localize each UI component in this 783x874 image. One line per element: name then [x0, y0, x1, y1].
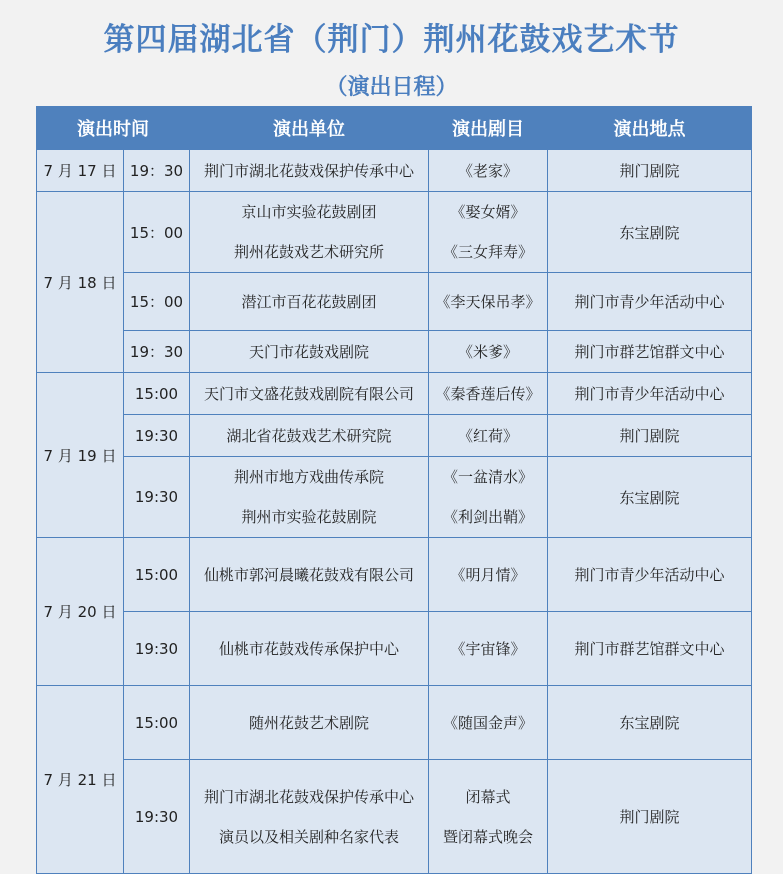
play-cell: [429, 192, 548, 273]
play-cell-line: 《利剑出鞘》: [442, 508, 533, 526]
schedule-table: [36, 106, 752, 874]
unit-cell: [190, 150, 429, 192]
unit-cell-line: 仙桃市花鼓戏传承保护中心: [218, 640, 399, 658]
unit-cell: [190, 331, 429, 373]
time-cell: [124, 760, 190, 874]
schedule-row: [37, 538, 752, 612]
time-cell-line: 19：30: [129, 343, 184, 361]
date-cell: 7 月 20 日: [37, 538, 124, 686]
play-cell-line: 《秦香莲后传》: [435, 385, 541, 403]
unit-cell-line: 演员以及相关剧种名家代表: [218, 827, 399, 846]
page-subtitle: （演出日程）: [325, 75, 458, 100]
time-cell-line: 15:00: [134, 384, 179, 403]
venue-cell: [548, 373, 752, 415]
time-cell: [124, 686, 190, 760]
time-cell: [124, 415, 190, 457]
unit-cell-line: 荆门市湖北花鼓戏保护传承中心: [203, 787, 414, 806]
venue-cell-line: 荆门剧院: [619, 808, 680, 826]
unit-cell: [190, 538, 429, 612]
venue-cell: [548, 686, 752, 760]
page-title: 第四届湖北省（荆门）荆州花鼓戏艺术节: [103, 22, 680, 58]
play-cell: [429, 150, 548, 192]
play-cell: [429, 538, 548, 612]
unit-cell: [190, 415, 429, 457]
unit-cell-line: 湖北省花鼓戏艺术研究院: [226, 427, 392, 445]
header-play: 演出剧目: [429, 107, 548, 150]
play-cell-line: 《娶女婿》: [450, 203, 526, 221]
schedule-row: [37, 150, 752, 192]
unit-cell: [190, 192, 429, 273]
time-cell-line: 19:30: [134, 807, 179, 826]
unit-cell: [190, 686, 429, 760]
venue-cell-line: 东宝剧院: [619, 223, 680, 242]
schedule-row: [37, 273, 752, 331]
play-cell-line: 《老家》: [457, 162, 518, 180]
unit-cell: [190, 760, 429, 874]
venue-cell-line: 荆门市青少年活动中心: [574, 385, 725, 403]
unit-cell-line: 仙桃市郭河晨曦花鼓戏有限公司: [203, 566, 414, 584]
unit-cell-line: 荆门市湖北花鼓戏保护传承中心: [203, 162, 414, 180]
time-cell-line: 15：00: [129, 293, 184, 311]
time-cell-line: 15:00: [134, 713, 179, 732]
play-cell: [429, 457, 548, 538]
unit-cell-line: 荆州市实验花鼓剧院: [241, 508, 377, 526]
schedule-row: [37, 457, 752, 538]
header-time: 演出时间: [37, 107, 190, 150]
time-cell-line: 15:00: [134, 565, 179, 584]
date-cell: 7 月 18 日: [37, 192, 124, 373]
play-cell: [429, 686, 548, 760]
header-venue: 演出地点: [548, 107, 752, 150]
venue-cell: [548, 192, 752, 273]
venue-cell: [548, 150, 752, 192]
unit-cell: [190, 612, 429, 686]
time-cell: [124, 273, 190, 331]
time-cell: [124, 373, 190, 415]
venue-cell-line: 荆门剧院: [619, 162, 680, 180]
time-cell: [124, 457, 190, 538]
unit-cell: [190, 373, 429, 415]
schedule-row: [37, 373, 752, 415]
venue-cell-line: 东宝剧院: [619, 714, 680, 732]
unit-cell-line: 潜江市百花花鼓剧团: [241, 293, 377, 311]
play-cell-line: 《三女拜寿》: [442, 243, 533, 261]
unit-cell-line: 天门市花鼓戏剧院: [248, 343, 369, 361]
play-cell-line: 《明月情》: [450, 566, 526, 584]
play-cell-line: 闭幕式: [465, 787, 511, 806]
venue-cell-line: 荆门市青少年活动中心: [574, 293, 725, 311]
unit-cell-line: 随州花鼓艺术剧院: [248, 714, 369, 732]
unit-cell-line: 荆州市地方戏曲传承院: [233, 468, 384, 486]
venue-cell: [548, 331, 752, 373]
schedule-row: [37, 192, 752, 273]
time-cell-line: 19：30: [129, 162, 184, 180]
venue-cell: [548, 612, 752, 686]
venue-cell: [548, 760, 752, 874]
time-cell-line: 15：00: [129, 223, 184, 242]
time-cell: [124, 150, 190, 192]
unit-cell: [190, 457, 429, 538]
play-cell-line: 《随国金声》: [442, 714, 533, 732]
play-cell: [429, 331, 548, 373]
header-unit: 演出单位: [190, 107, 429, 150]
play-cell: [429, 415, 548, 457]
time-cell: [124, 192, 190, 273]
schedule-row: [37, 760, 752, 874]
schedule-row: [37, 331, 752, 373]
venue-cell-line: 东宝剧院: [619, 488, 680, 507]
unit-cell-line: 荆州花鼓戏艺术研究所: [233, 243, 384, 261]
play-cell: [429, 273, 548, 331]
play-cell-line: 《红荷》: [457, 427, 518, 445]
schedule-body: [37, 150, 752, 874]
venue-cell: [548, 415, 752, 457]
venue-cell: [548, 538, 752, 612]
venue-cell-line: 荆门市群艺馆群文中心: [574, 640, 725, 658]
play-cell-line: 《一盆清水》: [442, 468, 533, 486]
date-cell: 7 月 19 日: [37, 373, 124, 538]
schedule-row: [37, 612, 752, 686]
time-cell: [124, 538, 190, 612]
unit-cell-line: 天门市文盛花鼓戏剧院有限公司: [203, 385, 414, 403]
play-cell-line: 《米爹》: [457, 343, 518, 361]
venue-cell: [548, 273, 752, 331]
time-cell-line: 19:30: [134, 639, 179, 658]
time-cell: [124, 331, 190, 373]
play-cell-line: 《宇宙锋》: [450, 640, 526, 658]
play-cell-line: 暨闭幕式晚会: [442, 827, 533, 846]
venue-cell-line: 荆门剧院: [619, 427, 680, 445]
date-cell: 7 月 21 日: [37, 686, 124, 874]
time-cell-line: 19:30: [134, 488, 179, 506]
play-cell: [429, 373, 548, 415]
date-cell: 7 月 17 日: [37, 150, 124, 192]
play-cell: [429, 760, 548, 874]
time-cell: [124, 612, 190, 686]
venue-cell: [548, 457, 752, 538]
venue-cell-line: 荆门市青少年活动中心: [574, 566, 725, 584]
schedule-row: [37, 415, 752, 457]
venue-cell-line: 荆门市群艺馆群文中心: [574, 343, 725, 361]
play-cell-line: 《李天保吊孝》: [435, 293, 541, 311]
schedule-row: [37, 686, 752, 760]
play-cell: [429, 612, 548, 686]
unit-cell-line: 京山市实验花鼓剧团: [241, 203, 377, 221]
time-cell-line: 19:30: [134, 426, 179, 445]
header-row: [37, 107, 752, 150]
unit-cell: [190, 273, 429, 331]
